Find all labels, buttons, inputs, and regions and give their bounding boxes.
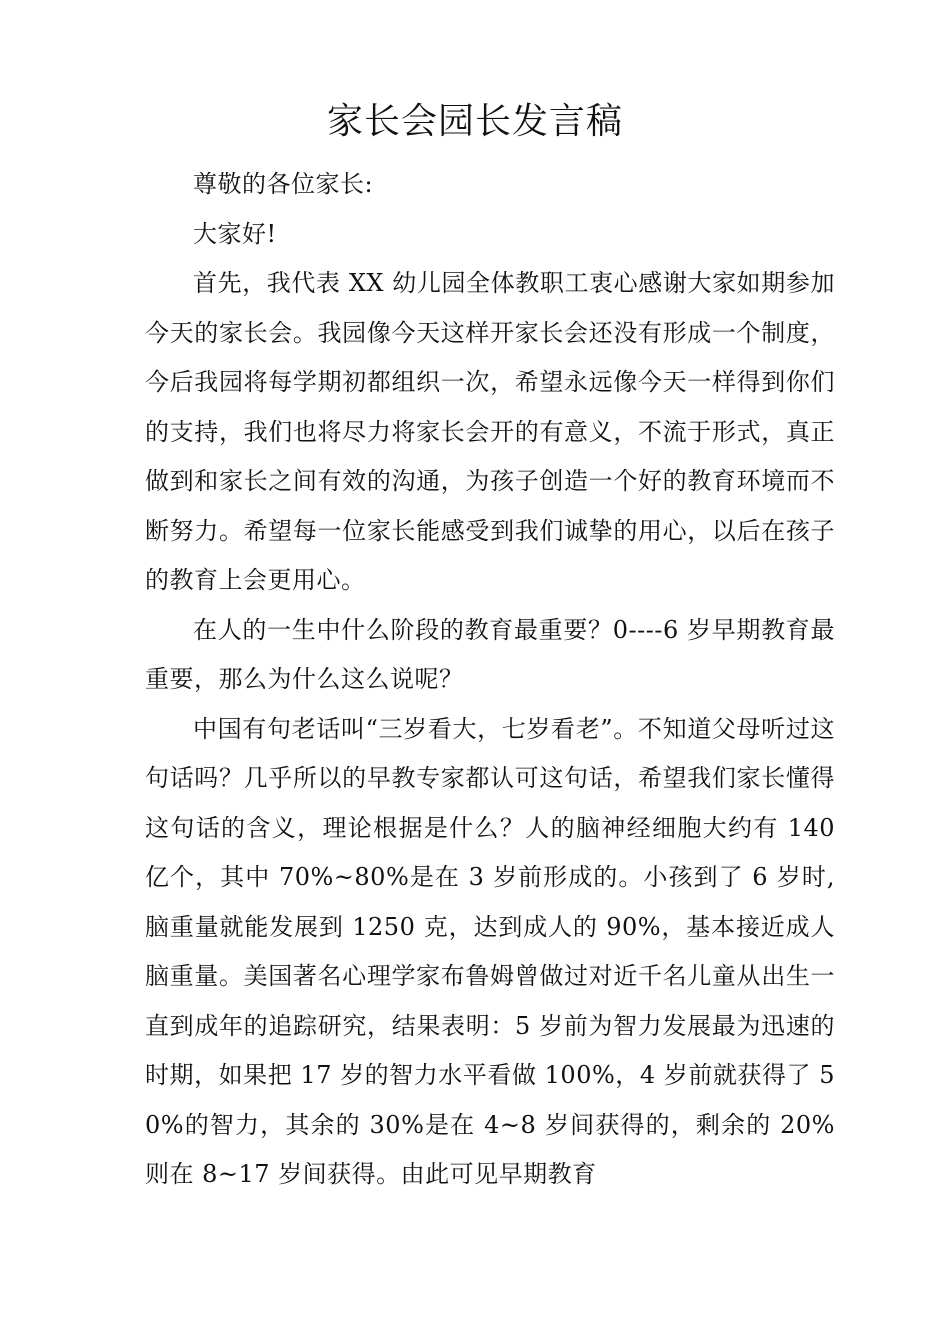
paragraph-question: 在人的一生中什么阶段的教育最重要？0----6 岁早期教育最重要，那么为什么这么说呢？ — [145, 615, 835, 693]
greeting: 大家好! — [193, 219, 277, 248]
document-body — [145, 160, 835, 1200]
document-title: 家长会园长发言稿 — [326, 101, 623, 142]
paragraph-early-education: 中国有句老话叫“三岁看大，七岁看老”。不知道父母听过这句话吗？几乎所以的早教专家都认可这句话，希望我们家长懂得这句话的含义，理论根据是什么？人的脑神经细胞大约有 140 亿个，其中 70%~80%是在 3 岁前形成的。小孩到了 6 岁时,脑重量就能发展到 1250 克，达到成人的 90%，基本接近成人脑重量。美国著名心理学家布鲁姆曾做过对近千名儿童从出生一直到成年的追踪研究，结果表明：5 岁前为智力发展最为迅速的时期，如果把 17 岁的智力水平看做 100%，4 岁前就获得了 50%的智力，其余的 30%是在 4~8 岁间获得的，剩余的 20%则在 8~17 岁间获得。由此可见早期教育 — [145, 714, 835, 1188]
salutation: 尊敬的各位家长: — [193, 170, 374, 198]
paragraph-opening: 首先，我代表 XX 幼儿园全体教职工衷心感谢大家如期参加今天的家长会。我园像今天这样开家长会还没有形成一个制度，今后我园将每学期初都组织一次，希望永远像今天一样得到你们的支持，我们也将尽力将家长会开的有意义，不流于形式，真正做到和家长之间有效的沟通，为孩子创造一个好的教育环境而不断努力。希望每一位家长能感受到我们诚挚的用心，以后在孩子的教育上会更用心。 — [145, 269, 835, 594]
